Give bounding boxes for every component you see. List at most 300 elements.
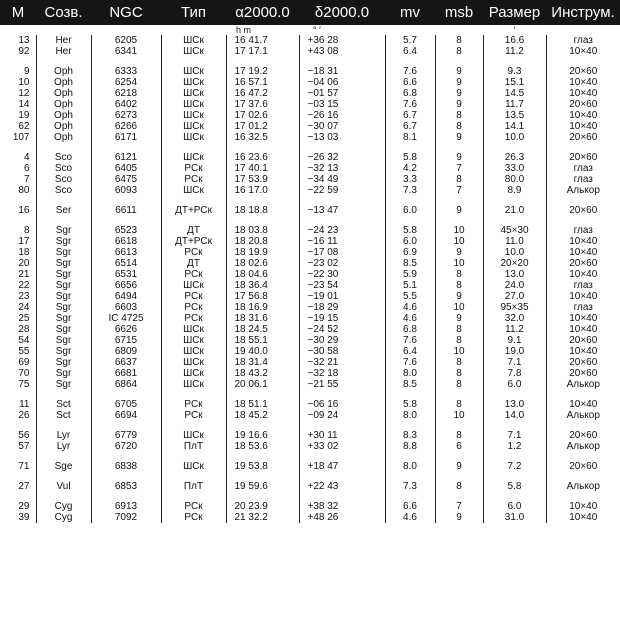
separator-cell bbox=[299, 57, 385, 66]
cell-ra: 19 40.0 bbox=[226, 346, 299, 357]
cell-ra: 21 32.2 bbox=[226, 512, 299, 523]
cell-ngc: 6618 bbox=[91, 236, 161, 247]
cell-size: 19.0 bbox=[483, 346, 546, 357]
separator-cell bbox=[161, 472, 226, 481]
cell-instrument: 10×40 bbox=[546, 512, 620, 523]
separator-cell bbox=[0, 452, 36, 461]
cell-instrument: 10×40 bbox=[546, 269, 620, 280]
separator-cell bbox=[546, 143, 620, 152]
cell-m: 27 bbox=[18, 481, 30, 492]
separator-cell bbox=[483, 196, 546, 205]
separator-cell bbox=[546, 472, 620, 481]
separator-cell bbox=[0, 196, 36, 205]
cell-constellation: Sct bbox=[36, 410, 91, 421]
cell-ra: 18 43.2 bbox=[226, 368, 299, 379]
cell-dec: +48 26 bbox=[299, 512, 385, 523]
separator-cell bbox=[385, 452, 435, 461]
cell-instrument: глаз bbox=[546, 302, 620, 313]
cell-ra: 18 20.8 bbox=[226, 236, 299, 247]
cell-dec: −32 18 bbox=[299, 368, 385, 379]
cell-msb: 9 bbox=[435, 132, 483, 143]
separator-cell bbox=[299, 196, 385, 205]
cell-constellation: Sgr bbox=[36, 291, 91, 302]
cell-constellation: Cyg bbox=[36, 512, 91, 523]
cell-ngc: 6864 bbox=[91, 379, 161, 390]
cell-ngc: 6720 bbox=[91, 441, 161, 452]
cell-m: 7 bbox=[23, 174, 30, 185]
cell-constellation: Oph bbox=[36, 121, 91, 132]
cell-msb: 9 bbox=[435, 152, 483, 163]
cell-instrument: Алькор bbox=[546, 481, 620, 492]
separator-cell bbox=[483, 492, 546, 501]
cell-dec: −13 03 bbox=[299, 132, 385, 143]
separator-cell bbox=[435, 421, 483, 430]
cell-dec: −32 21 bbox=[299, 357, 385, 368]
cell-size: 7.2 bbox=[483, 461, 546, 472]
separator-cell bbox=[36, 421, 91, 430]
table-row bbox=[0, 461, 620, 472]
cell-ngc: 6694 bbox=[91, 410, 161, 421]
cell-msb: 7 bbox=[435, 501, 483, 512]
cell-msb: 10 bbox=[435, 346, 483, 357]
cell-size: 32.0 bbox=[483, 313, 546, 324]
cell-mv: 8.8 bbox=[385, 441, 435, 452]
cell-mv: 4.6 bbox=[385, 313, 435, 324]
cell-dec: −16 11 bbox=[299, 236, 385, 247]
cell-ngc: 6218 bbox=[91, 88, 161, 99]
separator-cell bbox=[435, 143, 483, 152]
cell-instrument: 10×40 bbox=[546, 399, 620, 410]
separator-cell bbox=[385, 57, 435, 66]
cell-type: ШСк bbox=[161, 99, 226, 110]
cell-mv: 7.6 bbox=[385, 99, 435, 110]
cell-dec: +18 47 bbox=[299, 461, 385, 472]
cell-constellation: Sgr bbox=[36, 236, 91, 247]
cell-size: 14.5 bbox=[483, 88, 546, 99]
col-header-type: Тип bbox=[161, 0, 226, 25]
cell-dec: −18 31 bbox=[299, 66, 385, 77]
cell-constellation: Sgr bbox=[36, 258, 91, 269]
cell-mv: 5.8 bbox=[385, 152, 435, 163]
cell-ra: 18 16.9 bbox=[226, 302, 299, 313]
cell-ra: 17 56.8 bbox=[226, 291, 299, 302]
cell-mv: 6.0 bbox=[385, 205, 435, 216]
cell-mv: 3.3 bbox=[385, 174, 435, 185]
cell-type: ПлТ bbox=[161, 441, 226, 452]
separator-cell bbox=[226, 143, 299, 152]
cell-constellation: Ser bbox=[36, 205, 91, 216]
cell-constellation: Lyr bbox=[36, 430, 91, 441]
cell-instrument: 20×60 bbox=[546, 132, 620, 143]
cell-mv: 8.0 bbox=[385, 461, 435, 472]
cell-size: 13.0 bbox=[483, 399, 546, 410]
cell-ra: 17 40.1 bbox=[226, 163, 299, 174]
cell-constellation: Sgr bbox=[36, 335, 91, 346]
cell-ngc: 6705 bbox=[91, 399, 161, 410]
table-row bbox=[0, 313, 620, 324]
separator-cell bbox=[226, 472, 299, 481]
cell-type: РСк bbox=[161, 512, 226, 523]
cell-mv: 6.8 bbox=[385, 324, 435, 335]
separator-cell bbox=[161, 452, 226, 461]
cell-mv: 8.3 bbox=[385, 430, 435, 441]
col-header-m: M bbox=[0, 0, 36, 25]
cell-msb: 8 bbox=[435, 269, 483, 280]
cell-type: ШСк bbox=[161, 132, 226, 143]
cell-constellation: Oph bbox=[36, 88, 91, 99]
dec-units: ° ′ bbox=[313, 25, 321, 35]
cell-dec: −21 55 bbox=[299, 379, 385, 390]
cell-constellation: Her bbox=[36, 46, 91, 57]
cell-dec: −26 32 bbox=[299, 152, 385, 163]
cell-ra: 18 24.5 bbox=[226, 324, 299, 335]
separator-cell bbox=[36, 216, 91, 225]
separator-cell bbox=[161, 143, 226, 152]
cell-ra: 20 06.1 bbox=[226, 379, 299, 390]
cell-ra: 19 59.6 bbox=[226, 481, 299, 492]
table-row bbox=[0, 368, 620, 379]
cell-dec: −30 07 bbox=[299, 121, 385, 132]
cell-m: 24 bbox=[18, 302, 30, 313]
cell-instrument: 20×60 bbox=[546, 461, 620, 472]
separator-cell bbox=[36, 452, 91, 461]
cell-instrument: 10×40 bbox=[546, 291, 620, 302]
cell-msb: 8 bbox=[435, 379, 483, 390]
separator-cell bbox=[546, 216, 620, 225]
cell-msb: 9 bbox=[435, 512, 483, 523]
cell-constellation: Sgr bbox=[36, 302, 91, 313]
group-separator bbox=[0, 196, 620, 205]
cell-constellation: Sgr bbox=[36, 357, 91, 368]
cell-instrument: 10×40 bbox=[546, 46, 620, 57]
cell-type: РСк bbox=[161, 269, 226, 280]
separator-cell bbox=[483, 421, 546, 430]
cell-size: 7.1 bbox=[483, 357, 546, 368]
col-header-constellation: Созв. bbox=[36, 0, 91, 25]
cell-constellation: Oph bbox=[36, 99, 91, 110]
cell-dec: −24 23 bbox=[299, 225, 385, 236]
cell-instrument: 10×40 bbox=[546, 346, 620, 357]
table-row bbox=[0, 185, 620, 196]
separator-cell bbox=[91, 390, 161, 399]
cell-instrument: 10×40 bbox=[546, 77, 620, 88]
cell-instrument: 20×60 bbox=[546, 368, 620, 379]
cell-ra: 17 17.1 bbox=[226, 46, 299, 57]
cell-size: 9.3 bbox=[483, 66, 546, 77]
cell-ra: 18 02.6 bbox=[226, 258, 299, 269]
cell-ngc: 6093 bbox=[91, 185, 161, 196]
separator-cell bbox=[385, 492, 435, 501]
cell-constellation: Vul bbox=[36, 481, 91, 492]
cell-constellation: Sgr bbox=[36, 247, 91, 258]
table-row bbox=[0, 46, 620, 57]
cell-instrument: 10×40 bbox=[546, 88, 620, 99]
cell-dec: −24 52 bbox=[299, 324, 385, 335]
cell-type: РСк bbox=[161, 501, 226, 512]
cell-m: 19 bbox=[18, 110, 30, 121]
cell-mv: 6.0 bbox=[385, 236, 435, 247]
cell-dec: −34 49 bbox=[299, 174, 385, 185]
cell-mv: 6.8 bbox=[385, 88, 435, 99]
separator-cell bbox=[385, 196, 435, 205]
separator-cell bbox=[226, 492, 299, 501]
table-row bbox=[0, 302, 620, 313]
cell-ngc: 7092 bbox=[91, 512, 161, 523]
cell-mv: 8.5 bbox=[385, 258, 435, 269]
cell-dec: −04 06 bbox=[299, 77, 385, 88]
cell-mv: 6.6 bbox=[385, 501, 435, 512]
cell-msb: 8 bbox=[435, 35, 483, 46]
separator-cell bbox=[161, 57, 226, 66]
cell-size: 14.0 bbox=[483, 410, 546, 421]
separator-cell bbox=[161, 216, 226, 225]
col-header-ra: α2000.0 bbox=[226, 0, 299, 25]
separator-cell bbox=[91, 472, 161, 481]
table-row bbox=[0, 35, 620, 46]
cell-dec: −09 24 bbox=[299, 410, 385, 421]
cell-size: 11.0 bbox=[483, 236, 546, 247]
separator-cell bbox=[435, 196, 483, 205]
cell-mv: 5.7 bbox=[385, 35, 435, 46]
cell-ngc: 6681 bbox=[91, 368, 161, 379]
cell-ra: 19 16.6 bbox=[226, 430, 299, 441]
separator-cell bbox=[546, 196, 620, 205]
cell-size: 20×20 bbox=[483, 258, 546, 269]
cell-instrument: глаз bbox=[546, 163, 620, 174]
cell-mv: 4.6 bbox=[385, 302, 435, 313]
cell-type: ШСк bbox=[161, 152, 226, 163]
cell-size: 7.1 bbox=[483, 430, 546, 441]
separator-cell bbox=[91, 196, 161, 205]
cell-constellation: Sco bbox=[36, 185, 91, 196]
separator-cell bbox=[91, 452, 161, 461]
cell-size: 9.1 bbox=[483, 335, 546, 346]
cell-constellation: Oph bbox=[36, 110, 91, 121]
cell-constellation: Sgr bbox=[36, 346, 91, 357]
cell-size: 11.2 bbox=[483, 324, 546, 335]
cell-ngc: 6333 bbox=[91, 66, 161, 77]
cell-instrument: 20×60 bbox=[546, 66, 620, 77]
ra-units: h m bbox=[236, 25, 252, 35]
cell-ngc: 6205 bbox=[91, 35, 161, 46]
cell-dec: −17 08 bbox=[299, 247, 385, 258]
cell-m: 11 bbox=[19, 399, 30, 410]
cell-ra: 17 02.6 bbox=[226, 110, 299, 121]
cell-mv: 6.6 bbox=[385, 77, 435, 88]
cell-dec: −22 59 bbox=[299, 185, 385, 196]
cell-instrument: 10×40 bbox=[546, 313, 620, 324]
cell-msb: 9 bbox=[435, 461, 483, 472]
cell-m: 56 bbox=[18, 430, 30, 441]
cell-ngc: 6637 bbox=[91, 357, 161, 368]
cell-m: 69 bbox=[18, 357, 30, 368]
cell-size: 6.0 bbox=[483, 379, 546, 390]
cell-dec: −03 15 bbox=[299, 99, 385, 110]
cell-mv: 5.1 bbox=[385, 280, 435, 291]
cell-type: ШСк bbox=[161, 335, 226, 346]
cell-type: ШСк bbox=[161, 88, 226, 99]
cell-ngc: 6171 bbox=[91, 132, 161, 143]
cell-size: 33.0 bbox=[483, 163, 546, 174]
separator-cell bbox=[546, 492, 620, 501]
cell-type: РСк bbox=[161, 302, 226, 313]
cell-size: 27.0 bbox=[483, 291, 546, 302]
separator-cell bbox=[36, 57, 91, 66]
cell-msb: 9 bbox=[435, 291, 483, 302]
table-row bbox=[0, 88, 620, 99]
cell-ngc: 6273 bbox=[91, 110, 161, 121]
separator-cell bbox=[0, 216, 36, 225]
cell-mv: 6.7 bbox=[385, 121, 435, 132]
cell-msb: 9 bbox=[435, 313, 483, 324]
cell-ngc: 6611 bbox=[91, 205, 161, 216]
group-separator bbox=[0, 492, 620, 501]
separator-cell bbox=[483, 216, 546, 225]
table-row bbox=[0, 121, 620, 132]
cell-m: 80 bbox=[18, 185, 30, 196]
separator-cell bbox=[161, 421, 226, 430]
cell-constellation: Sgr bbox=[36, 269, 91, 280]
separator-cell bbox=[161, 390, 226, 399]
table-body bbox=[0, 35, 620, 523]
cell-msb: 10 bbox=[435, 236, 483, 247]
separator-cell bbox=[226, 421, 299, 430]
cell-type: ШСк bbox=[161, 280, 226, 291]
cell-type: РСк bbox=[161, 399, 226, 410]
cell-ngc: IC 4725 bbox=[91, 313, 161, 324]
table-row bbox=[0, 163, 620, 174]
cell-msb: 9 bbox=[435, 77, 483, 88]
cell-m: 23 bbox=[18, 291, 30, 302]
cell-type: РСк bbox=[161, 410, 226, 421]
cell-size: 7.8 bbox=[483, 368, 546, 379]
cell-type: ШСк bbox=[161, 110, 226, 121]
cell-m: 107 bbox=[12, 132, 30, 143]
cell-ngc: 6626 bbox=[91, 324, 161, 335]
separator-cell bbox=[36, 196, 91, 205]
cell-msb: 9 bbox=[435, 99, 483, 110]
table-row bbox=[0, 441, 620, 452]
cell-msb: 8 bbox=[435, 481, 483, 492]
cell-ra: 18 03.8 bbox=[226, 225, 299, 236]
separator-cell bbox=[299, 492, 385, 501]
cell-msb: 8 bbox=[435, 324, 483, 335]
cell-mv: 5.8 bbox=[385, 399, 435, 410]
separator-cell bbox=[0, 143, 36, 152]
cell-ngc: 6514 bbox=[91, 258, 161, 269]
cell-instrument: 20×60 bbox=[546, 152, 620, 163]
cell-mv: 8.0 bbox=[385, 410, 435, 421]
separator-cell bbox=[226, 390, 299, 399]
table-row bbox=[0, 66, 620, 77]
cell-type: ШСк bbox=[161, 35, 226, 46]
separator-cell bbox=[299, 421, 385, 430]
cell-msb: 8 bbox=[435, 280, 483, 291]
cell-constellation: Oph bbox=[36, 132, 91, 143]
cell-ra: 16 17.0 bbox=[226, 185, 299, 196]
cell-constellation: Sco bbox=[36, 163, 91, 174]
cell-ra: 20 23.9 bbox=[226, 501, 299, 512]
cell-constellation: Cyg bbox=[36, 501, 91, 512]
cell-size: 1.2 bbox=[483, 441, 546, 452]
separator-cell bbox=[36, 492, 91, 501]
cell-size: 31.0 bbox=[483, 512, 546, 523]
cell-size: 13.0 bbox=[483, 269, 546, 280]
separator-cell bbox=[435, 390, 483, 399]
header-row bbox=[0, 0, 620, 25]
col-header-size: Размер bbox=[483, 0, 546, 25]
cell-ngc: 6838 bbox=[91, 461, 161, 472]
cell-ngc: 6809 bbox=[91, 346, 161, 357]
cell-ra: 18 31.6 bbox=[226, 313, 299, 324]
cell-size: 11.2 bbox=[483, 46, 546, 57]
cell-type: ШСк bbox=[161, 121, 226, 132]
cell-dec: −19 01 bbox=[299, 291, 385, 302]
cell-m: 54 bbox=[18, 335, 30, 346]
cell-mv: 8.0 bbox=[385, 368, 435, 379]
separator-cell bbox=[299, 143, 385, 152]
cell-mv: 6.4 bbox=[385, 46, 435, 57]
cell-ngc: 6715 bbox=[91, 335, 161, 346]
cell-size: 80.0 bbox=[483, 174, 546, 185]
cell-m: 28 bbox=[18, 324, 30, 335]
separator-cell bbox=[299, 452, 385, 461]
separator-cell bbox=[161, 196, 226, 205]
table-row bbox=[0, 132, 620, 143]
table-row bbox=[0, 324, 620, 335]
cell-dec: −06 16 bbox=[299, 399, 385, 410]
cell-msb: 8 bbox=[435, 335, 483, 346]
cell-m: 8 bbox=[23, 225, 30, 236]
cell-dec: −30 29 bbox=[299, 335, 385, 346]
group-separator bbox=[0, 143, 620, 152]
cell-m: 39 bbox=[18, 512, 30, 523]
cell-ra: 18 53.6 bbox=[226, 441, 299, 452]
cell-dec: −13 47 bbox=[299, 205, 385, 216]
cell-m: 62 bbox=[18, 121, 30, 132]
cell-mv: 8.1 bbox=[385, 132, 435, 143]
cell-size: 95×35 bbox=[483, 302, 546, 313]
cell-m: 9 bbox=[23, 66, 30, 77]
separator-cell bbox=[385, 472, 435, 481]
table-row bbox=[0, 512, 620, 523]
separator-cell bbox=[546, 421, 620, 430]
separator-cell bbox=[546, 452, 620, 461]
table-row bbox=[0, 399, 620, 410]
table-row bbox=[0, 280, 620, 291]
cell-msb: 10 bbox=[435, 410, 483, 421]
cell-dec: +38 32 bbox=[299, 501, 385, 512]
cell-ngc: 6853 bbox=[91, 481, 161, 492]
separator-cell bbox=[0, 472, 36, 481]
cell-ra: 18 36.4 bbox=[226, 280, 299, 291]
cell-msb: 7 bbox=[435, 163, 483, 174]
cell-ngc: 6523 bbox=[91, 225, 161, 236]
cell-instrument: 20×60 bbox=[546, 430, 620, 441]
cell-ra: 17 19.2 bbox=[226, 66, 299, 77]
table-row bbox=[0, 430, 620, 441]
table-row bbox=[0, 236, 620, 247]
cell-dec: −26 16 bbox=[299, 110, 385, 121]
cell-constellation: Sgr bbox=[36, 368, 91, 379]
cell-msb: 10 bbox=[435, 225, 483, 236]
table-row bbox=[0, 225, 620, 236]
cell-ra: 18 18.8 bbox=[226, 205, 299, 216]
cell-size: 24.0 bbox=[483, 280, 546, 291]
cell-instrument: глаз bbox=[546, 225, 620, 236]
cell-size: 10.0 bbox=[483, 132, 546, 143]
cell-msb: 8 bbox=[435, 110, 483, 121]
